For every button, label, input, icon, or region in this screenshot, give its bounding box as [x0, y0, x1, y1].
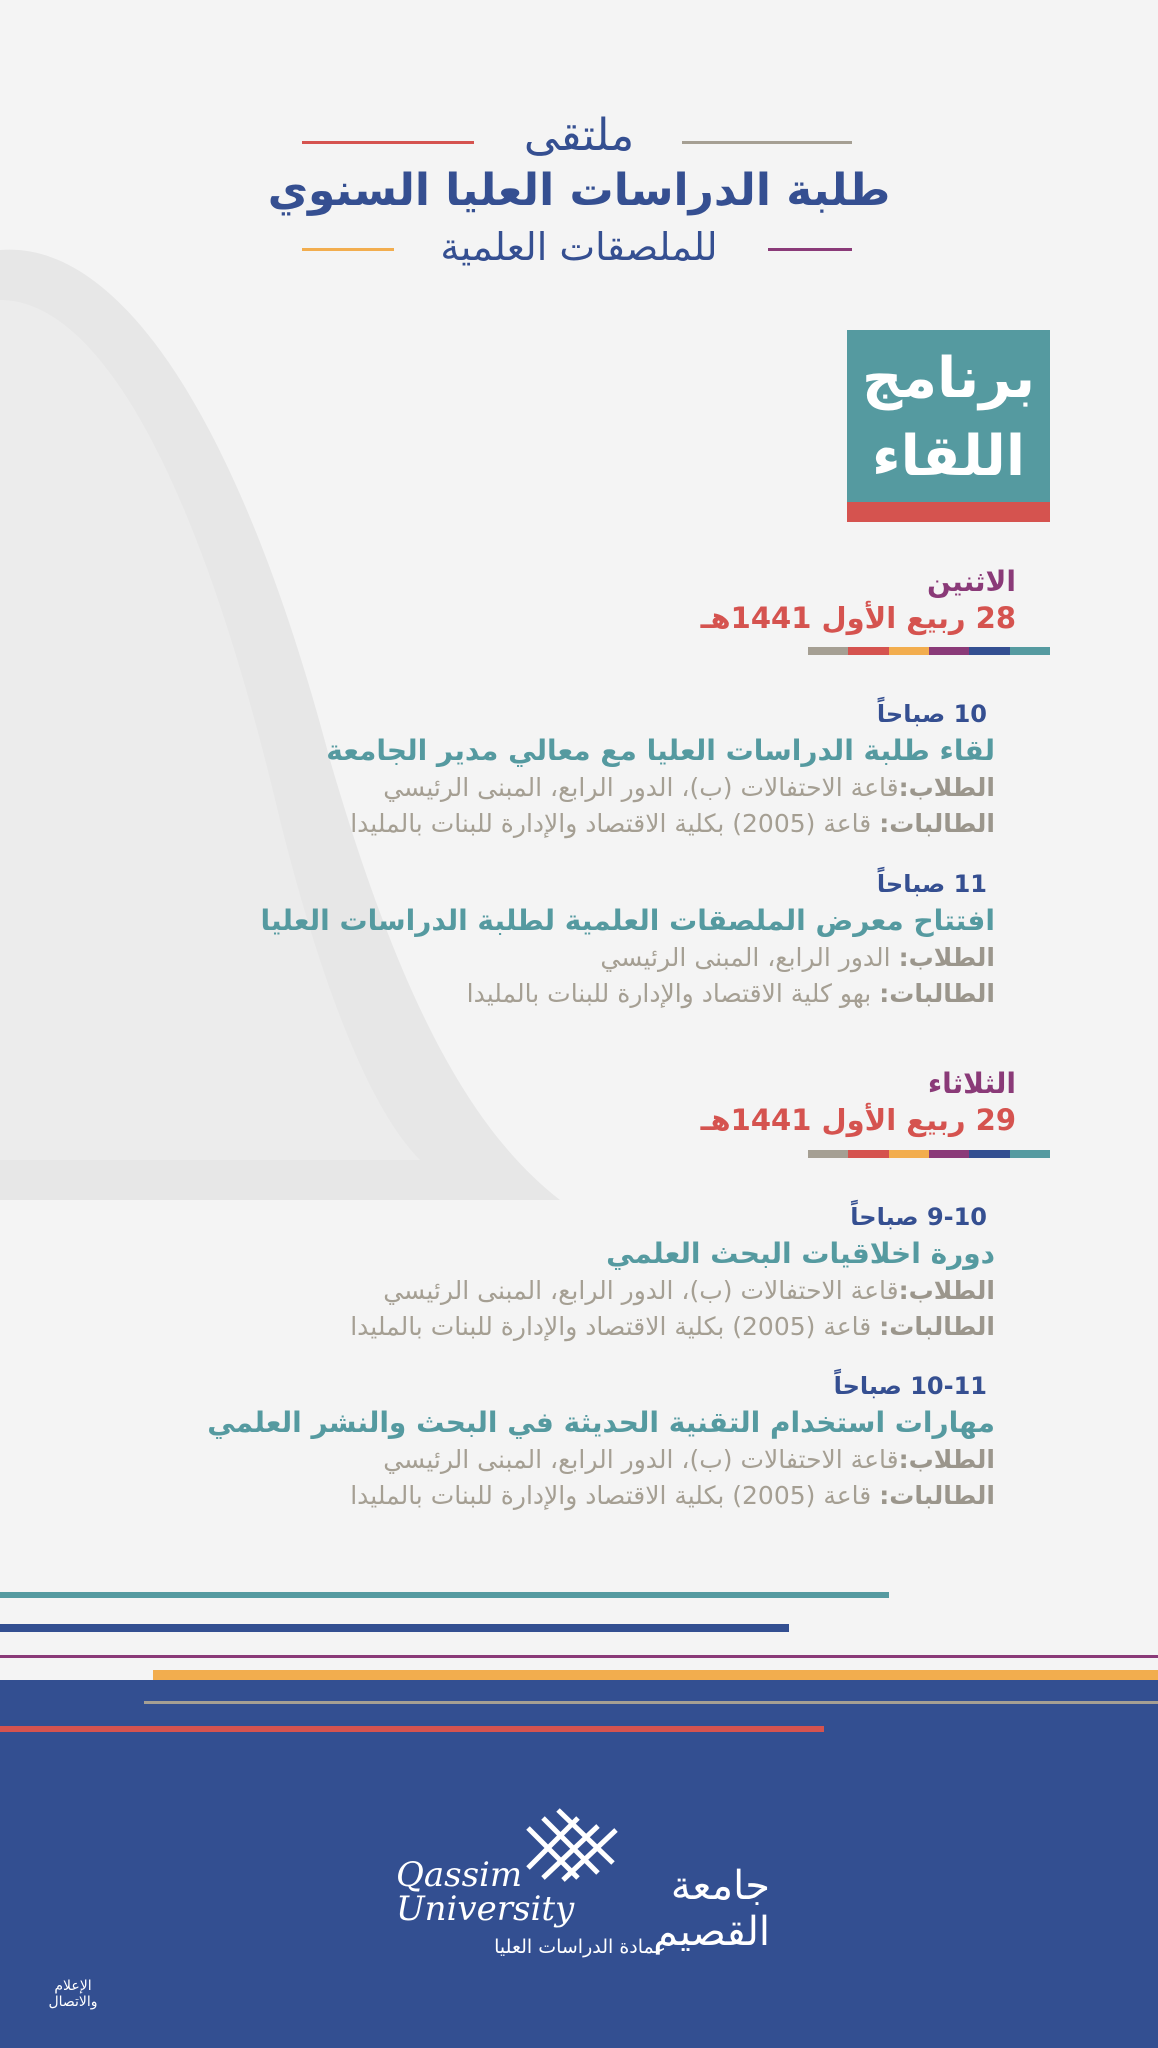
- female-location-text: بهو كلية الاقتصاد والإدارة للبنات بالمليدا: [466, 979, 880, 1008]
- male-label: الطلاب:: [898, 943, 995, 972]
- event-male-location: [95, 940, 995, 976]
- program-box-underline: [847, 502, 1050, 522]
- event-item: [95, 696, 995, 842]
- event-title: افتتاح معرض الملصقات العلمية لطلبة الدراسات العليا: [260, 904, 995, 937]
- header-top-text: ملتقى: [523, 110, 635, 161]
- event-male-location: [95, 1273, 995, 1309]
- female-label: الطالبات:: [879, 809, 995, 838]
- female-location-text: قاعة (2005) بكلية الاقتصاد والإدارة للبنات بالمليدا: [350, 1481, 880, 1510]
- female-location-text: قاعة (2005) بكلية الاقتصاد والإدارة للبنات بالمليدا: [350, 809, 880, 838]
- qassim-university-logo: [390, 1808, 770, 1958]
- decor-line-teal: [0, 1592, 889, 1598]
- event-male-location: [95, 770, 995, 806]
- header-title: طلبة الدراسات العليا السنوي: [267, 165, 891, 216]
- event-time: 10 صباحاً: [876, 700, 987, 728]
- logo-english-name: [396, 1855, 575, 1929]
- female-label: الطالبات:: [879, 1481, 995, 1510]
- day-date: 28 ربيع الأول 1441هـ: [700, 601, 1016, 635]
- event-female-location: [95, 806, 995, 842]
- male-location-text: الدور الرابع، المبنى الرئيسي: [600, 943, 899, 972]
- event-time: 11 صباحاً: [876, 870, 987, 898]
- logo-english-line2: University: [396, 1889, 575, 1929]
- media-logo-line2: والاتصال: [48, 1994, 98, 2010]
- decor-line-navy: [0, 1624, 789, 1632]
- female-location-text: قاعة (2005) بكلية الاقتصاد والإدارة للبنات بالمليدا: [350, 1312, 880, 1341]
- decor-line-orange: [153, 1670, 1158, 1680]
- male-label: الطلاب:: [898, 1276, 995, 1305]
- day-name: الاثنين: [926, 565, 1016, 598]
- male-label: الطلاب:: [898, 1445, 995, 1474]
- program-box: [847, 330, 1050, 502]
- male-location-text: قاعة الاحتفالات (ب)، الدور الرابع، المبنى الرئيسي: [383, 773, 899, 802]
- event-time: 10-11 صباحاً: [833, 1372, 987, 1400]
- program-box-line2: اللقاء: [871, 424, 1026, 489]
- event-title: لقاء طلبة الدراسات العليا مع معالي مدير الجامعة: [326, 734, 995, 767]
- logo-arabic-name: جامعة القصيم: [653, 1863, 770, 1955]
- event-female-location: [95, 1478, 995, 1514]
- decor-line-red: [0, 1726, 824, 1732]
- male-location-text: قاعة الاحتفالات (ب)، الدور الرابع، المبنى الرئيسي: [383, 1276, 899, 1305]
- day-colorbar: [808, 647, 1050, 655]
- event-title: مهارات استخدام التقنية الحديثة في البحث والنشر العلمي: [207, 1406, 995, 1439]
- event-time: 9-10 صباحاً: [850, 1203, 987, 1231]
- day-date: 29 ربيع الأول 1441هـ: [700, 1103, 1016, 1137]
- event-title: دورة اخلاقيات البحث العلمي: [606, 1237, 995, 1270]
- event-item: [95, 1199, 995, 1345]
- female-label: الطالبات:: [879, 979, 995, 1008]
- male-label: الطلاب:: [898, 773, 995, 802]
- event-item: [95, 1368, 995, 1514]
- day-colorbar: [808, 1150, 1050, 1158]
- program-box-line1: برنامج: [862, 346, 1035, 411]
- media-communication-logo: [38, 1978, 108, 2026]
- male-location-text: قاعة الاحتفالات (ب)، الدور الرابع، المبنى الرئيسي: [383, 1445, 899, 1474]
- decor-line-gray: [144, 1701, 1158, 1704]
- day-name: الثلاثاء: [927, 1067, 1016, 1100]
- decor-line-purple: [0, 1655, 1158, 1658]
- event-female-location: [95, 976, 995, 1012]
- event-male-location: [95, 1442, 995, 1478]
- media-logo-line1: الإعلام: [54, 1978, 92, 1994]
- header-subtitle: للملصقات العلمية: [440, 225, 718, 269]
- event-item: [95, 866, 995, 1012]
- deanship-name: عمادة الدراسات العليا: [494, 1936, 666, 1958]
- female-label: الطالبات:: [879, 1312, 995, 1341]
- event-female-location: [95, 1309, 995, 1345]
- logo-english-line1: Qassim: [396, 1855, 523, 1895]
